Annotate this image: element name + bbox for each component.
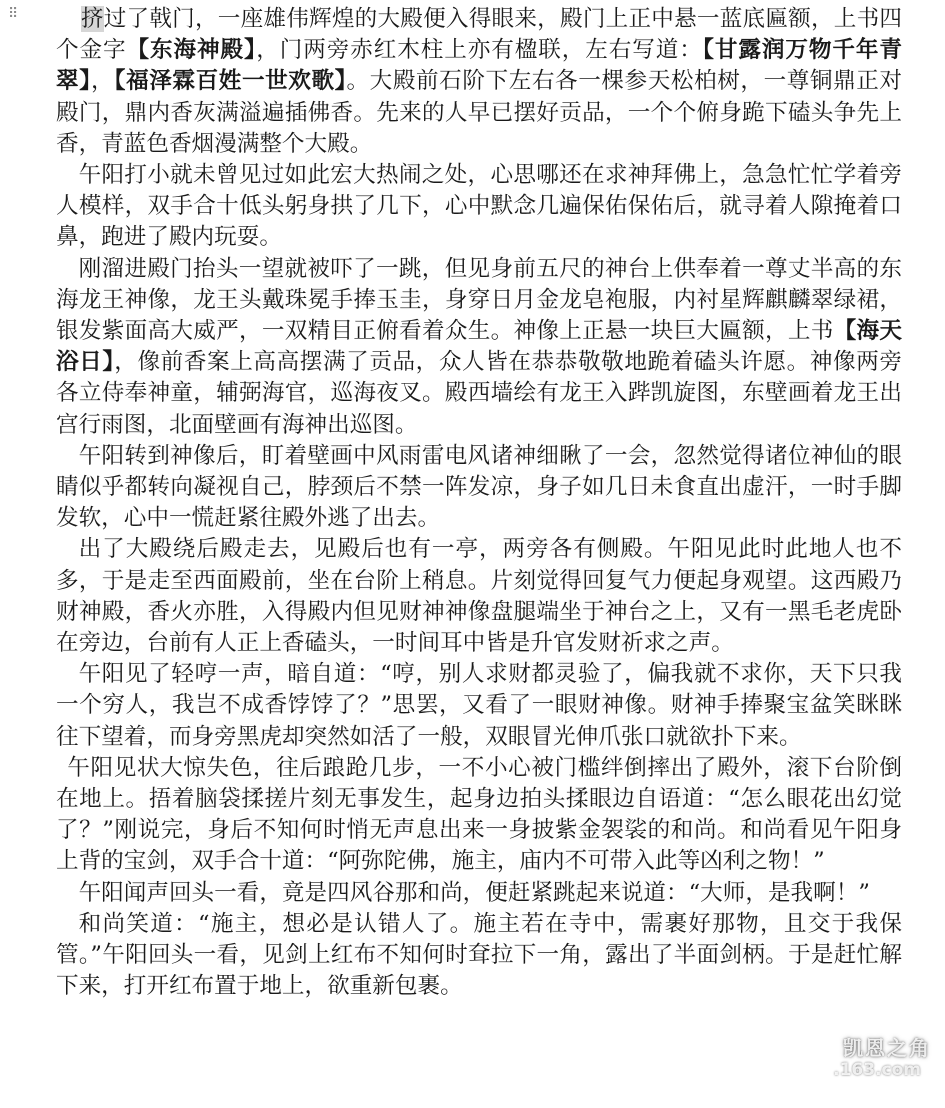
paragraph: [56, 160, 902, 254]
text-run: ，门两旁赤红木柱上亦有楹联，左右写道：: [256, 37, 703, 64]
drag-handle-icon[interactable]: ⠿: [8, 6, 20, 22]
paragraph: [56, 878, 902, 909]
text-run: 过了戟门，一座雄伟辉煌的大殿便入得眼来，殿门上正中悬一蓝底匾额，上书四个金字: [56, 6, 903, 64]
text-run: 出了大殿绕后殿走去，见殿后也有一亭，两旁各有侧殿。午阳见此时此地人也不多，于是走至西面殿前，坐在台阶上稍息。片刻觉得回复气力便起身观望。这西殿乃财神殿，香火亦胜，入得殿内但见财神神像盘腿端坐于神台之上，又有一黑毛老虎卧在旁边，台前有人正上香磕头，一时间耳中皆是升官发财祈求之声。: [56, 536, 902, 657]
paragraph: [56, 659, 902, 753]
watermark-logo-text: 凯恩之角: [843, 1036, 931, 1060]
paragraph: [56, 254, 902, 441]
text-run: ，像前香案上高高摆满了贡品，众人皆在恭恭敬敬地跪着磕头许愿。神像两旁各立侍奉神童，辅弼海官，巡海夜叉。殿西墙绘有龙王入跸凯旋图，东壁画着龙王出宫行雨图，北面壁画有海神出巡图。: [56, 349, 903, 438]
bold-title-text: 【甘露润万物千年青翠】: [56, 37, 902, 95]
text-run: 。大殿前石阶下左右各一棵参天松柏树，一尊铜鼎正对殿门，鼎内香灰满溢遍插佛香。先来的人早已摆好贡品，一个个俯身跪下磕头争先上香，青蓝色香烟漫满整个大殿。: [56, 68, 903, 157]
bold-title-text: 【东海神殿】: [126, 37, 257, 64]
text-run: 午阳转到神像后，盯着壁画中风雨雷电风诸神细瞅了一会，忽然觉得诸位神仙的眼睛似乎都转向凝视自己，脖颈后不禁一阵发凉，身子如几日未食直出虚汗，一时手脚发软，心中一慌赶紧往殿外逃了出去。: [56, 442, 902, 532]
paragraph: [56, 441, 902, 535]
text-run: 刚溜进殿门抬头一望就被吓了一跳，但见身前五尺的神台上供奉着一尊丈半高的东海龙王神像，龙王头戴珠冕手捧玉圭，身穿日月金龙皂袍服，内衬星辉麒麟翠绿裙，银发紫面高大威严，一双精目正俯看着众生。神像上正悬一块巨大匾额，上书: [56, 255, 902, 345]
text-run: 午阳打小就未曾见过如此宏大热闹之处，心思哪还在求神拜佛上，急急忙忙学着旁人模样，双手合十低头躬身拱了几下，心中默念几遍保佑保佑后，就寻着人隙掩着口鼻，跑进了殿内玩耍。: [56, 162, 902, 251]
text-run: 午阳见了轻哼一声，暗自道：“哼，别人求财都灵验了，偏我就不求你，天下只我一个穷人，我岂不成香饽饽了？”思罢，又看了一眼财神像。财神手捧聚宝盆笑眯眯往下望着，而身旁黑虎却突然如活了一般，双眼冒光伸爪张口就欲扑下来。: [56, 661, 902, 750]
paragraph: [56, 753, 902, 878]
text-run: ，: [91, 68, 115, 95]
paragraph: [56, 909, 902, 1003]
text-cursor-highlight: 挤: [80, 6, 104, 32]
paragraph: [56, 534, 902, 659]
paragraph: [56, 4, 902, 160]
text-run: 午阳闻声回头一看，竟是四风谷那和尚，便赶紧跳起来说道：“大师，是我啊！”: [78, 879, 870, 906]
site-watermark: [779, 1020, 939, 1100]
text-run: 和尚笑道：“施主，想必是认错人了。施主若在寺中，需裹好那物，且交于我保管。”午阳回头一看，见剑上红布不知何时耷拉下一角，露出了半面剑柄。于是赶忙解下来，打开红布置于地上，欲重新包裹。: [56, 910, 902, 1000]
document-body: [56, 4, 902, 1003]
bold-title-text: 【海天浴日】: [56, 318, 903, 376]
watermark-domain-text: .163.com: [833, 1060, 921, 1080]
text-run: 午阳见状大惊失色，往后踉跄几步，一不小心被门槛绊倒摔出了殿外，滚下台阶倒在地上。捂着脑袋揉搓片刻无事发生，起身边拍头揉眼边自语道：“怎么眼花出幻觉了？”刚说完，身后不知何时悄无声息出来一身披紫金袈裟的和尚。和尚看见午阳身上背的宝剑，双手合十道：“阿弥陀佛，施主，庙内不可带入此等凶利之物！”: [56, 754, 902, 875]
bold-title-text: 【福泽霖百姓一世欢歌】: [114, 68, 347, 95]
